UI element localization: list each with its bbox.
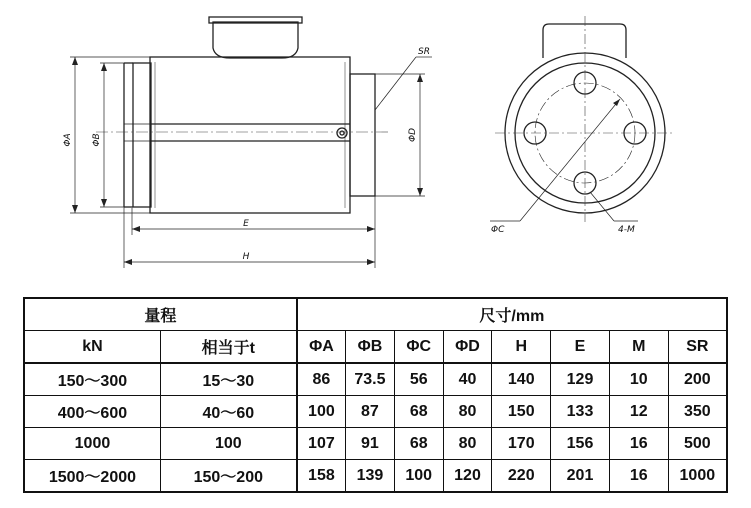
end-center-lines [495,16,675,222]
dim-d-label: ΦD [408,127,418,143]
table-cell: 150 [492,396,551,428]
col-header-dia-a: ΦA [297,331,346,364]
col-header-e: E [551,331,610,364]
table-cell: 120 [443,460,492,493]
table-row [24,396,727,428]
table-cell: 156 [551,428,610,460]
table-cell: 40～60 [160,396,296,428]
table-cell: 140 [492,363,551,396]
table-cell: 10 [609,363,668,396]
table-cell: 220 [492,460,551,493]
table-cell: 107 [297,428,346,460]
col-header-dia-c: ΦC [394,331,443,364]
sr-label: SR [418,47,430,57]
col-header-sr: SR [668,331,727,364]
col-header-m: M [609,331,668,364]
table-column-header-row [24,331,727,364]
holes-label: 4-M [618,225,635,235]
table-cell: 68 [394,396,443,428]
table-cell: 100 [394,460,443,493]
table-cell: 86 [297,363,346,396]
dim-h-label: H [242,252,250,262]
table-cell: 350 [668,396,727,428]
table-cell: 91 [346,428,395,460]
table-cell: 80 [443,396,492,428]
table-cell: 170 [492,428,551,460]
col-header-tons: 相当于t [160,331,296,364]
table-cell: 201 [551,460,610,493]
dim-e-label: E [243,219,249,229]
range-group-header: 量程 [24,298,297,331]
table-cell: 1000 [668,460,727,493]
table-cell: 68 [394,428,443,460]
table-cell: 150～300 [24,363,160,396]
table-cell: 16 [609,460,668,493]
table-row [24,428,727,460]
table-cell: 1000 [24,428,160,460]
left-flange [133,63,151,207]
dim-a-label: ΦA [63,133,73,147]
col-header-h: H [492,331,551,364]
table-cell: 1500～2000 [24,460,160,493]
table-cell: 87 [346,396,395,428]
table-cell: 40 [443,363,492,396]
table-group-header-row [24,298,727,331]
dim-b-label: ΦB [92,133,102,147]
table-cell: 200 [668,363,727,396]
top-boss [213,22,298,58]
col-header-dia-b: ΦB [346,331,395,364]
dim-c-label: ΦC [491,225,505,235]
table-cell: 100 [160,428,296,460]
table-cell: 158 [297,460,346,493]
right-neck [350,74,375,196]
table-cell: 100 [297,396,346,428]
table-cell: 500 [668,428,727,460]
table-cell: 16 [609,428,668,460]
screw-icon [337,128,347,138]
side-view [124,17,375,213]
table-cell: 139 [346,460,395,493]
main-body [150,57,350,213]
dimensions-group-header: 尺寸/mm [297,298,727,331]
table-cell: 150～200 [160,460,296,493]
table-row [24,363,727,396]
col-header-dia-d: ΦD [443,331,492,364]
col-header-kn: kN [24,331,160,364]
table-cell: 73.5 [346,363,395,396]
table-cell: 133 [551,396,610,428]
table-cell: 56 [394,363,443,396]
table-cell: 80 [443,428,492,460]
table-cell: 12 [609,396,668,428]
table-row [24,460,727,493]
end-leaders [490,99,638,221]
spec-table [23,297,728,493]
table-cell: 129 [551,363,610,396]
table-cell: 400～600 [24,396,160,428]
table-cell: 15～30 [160,363,296,396]
